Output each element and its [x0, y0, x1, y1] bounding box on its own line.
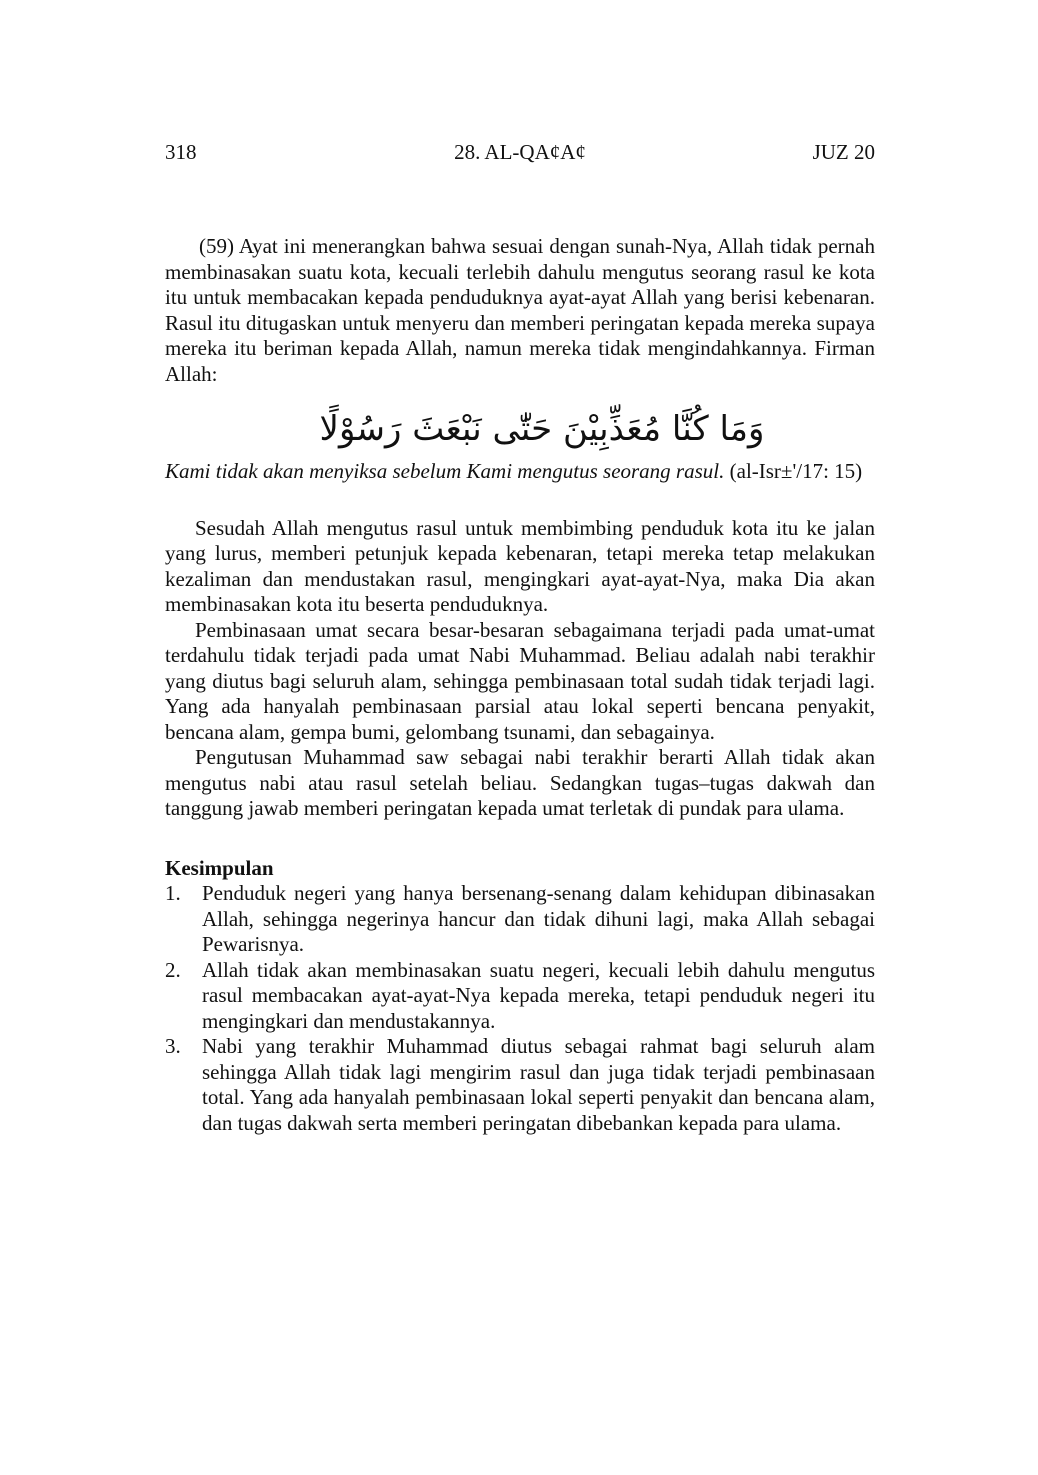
conclusion-item-text: Nabi yang terakhir Muhammad diutus sebagai rahmat bagi seluruh alam sehingga Allah tidak lagi mengirim rasul dan juga tidak terjadi pembinasaan total. Yang ada hanyalah pembinasaan lokal seperti penyakit dan bencana alam, dan tugas dakwah serta memberi peringatan dibebankan kepada para ulama.	[202, 1034, 875, 1135]
conclusion-item-number: 3.	[165, 1034, 181, 1058]
arabic-verse: وَمَا كُنَّا مُعَذِّبِيْنَ حَتّٰى نَبْعَثَ رَسُوْلًا	[319, 409, 765, 449]
verse-reference: (al-Isr±'/17: 15)	[724, 459, 863, 483]
verse-translation	[165, 459, 875, 485]
running-header	[165, 140, 875, 176]
juz-label: JUZ 20	[812, 140, 875, 164]
translation-text: Kami tidak akan menyiksa sebelum Kami mengutus seorang rasul.	[165, 459, 725, 483]
conclusion-heading: Kesimpulan	[165, 855, 274, 880]
conclusion-item	[165, 958, 875, 1035]
page	[165, 140, 875, 1136]
conclusion-item-text: Penduduk negeri yang hanya bersenang-senang dalam kehidupan dibinasakan Allah, sehingga negerinya hancur dan tidak dihuni lagi, maka Allah sebagai Pewarisnya.	[202, 881, 875, 956]
conclusion-item-number: 2.	[165, 957, 181, 982]
conclusion-item	[165, 1034, 875, 1136]
conclusion-item-number: 1.	[165, 881, 181, 905]
paragraph-verse-59: (59) Ayat ini menerangkan bahwa sesuai dengan sunah-Nya, Allah tidak pernah membinasakan suatu kota, kecuali terlebih dahulu mengutus seorang rasul ke kota itu untuk membacakan kepada penduduknya ayat-ayat Allah yang berisi kebenaran. Rasul itu ditugaskan untuk menyeru dan memberi peringatan kepada mereka supaya mereka itu beriman kepada Allah, namun mereka tidak mengindahkannya. Firman Allah:	[165, 234, 875, 386]
chapter-title: 28. AL-QA¢A¢	[454, 140, 586, 164]
conclusion-list	[165, 881, 875, 1136]
conclusion-item-text: Allah tidak akan membinasakan suatu negeri, kecuali lebih dahulu mengutus rasul membacakan ayat-ayat-Nya kepada mereka, tetapi penduduk negeri itu mengingkari dan mendustakannya.	[202, 957, 875, 1033]
paragraph-4: Pengutusan Muhammad saw sebagai nabi terakhir berarti Allah tidak akan mengutus nabi atau rasul setelah beliau. Sedangkan tugas–tugas dakwah dan tanggung jawab memberi peringatan kepada umat terletak di pundak para ulama.	[165, 745, 875, 820]
paragraph-2: Sesudah Allah mengutus rasul untuk membimbing penduduk kota itu ke jalan yang lurus, memberi petunjuk kepada kebenaran, tetapi mereka tetap melakukan kezaliman dan mendustakan rasul, mengingkari ayat-ayat-Nya, maka Dia akan membinasakan kota itu beserta penduduknya.	[165, 515, 875, 616]
page-number: 318	[165, 140, 197, 164]
conclusion-item	[165, 881, 875, 958]
paragraph-3: Pembinasaan umat secara besar-besaran sebagaimana terjadi pada umat-umat terdahulu tidak terjadi pada umat Nabi Muhammad. Beliau adalah nabi terakhir yang diutus bagi seluruh alam, sehingga pembinasaan total sudah tidak terjadi lagi. Yang ada hanyalah pembinasaan parsial atau lokal seperti bencana penyakit, bencana alam, gempa bumi, gelombang tsunami, dan sebagainya.	[165, 617, 875, 744]
